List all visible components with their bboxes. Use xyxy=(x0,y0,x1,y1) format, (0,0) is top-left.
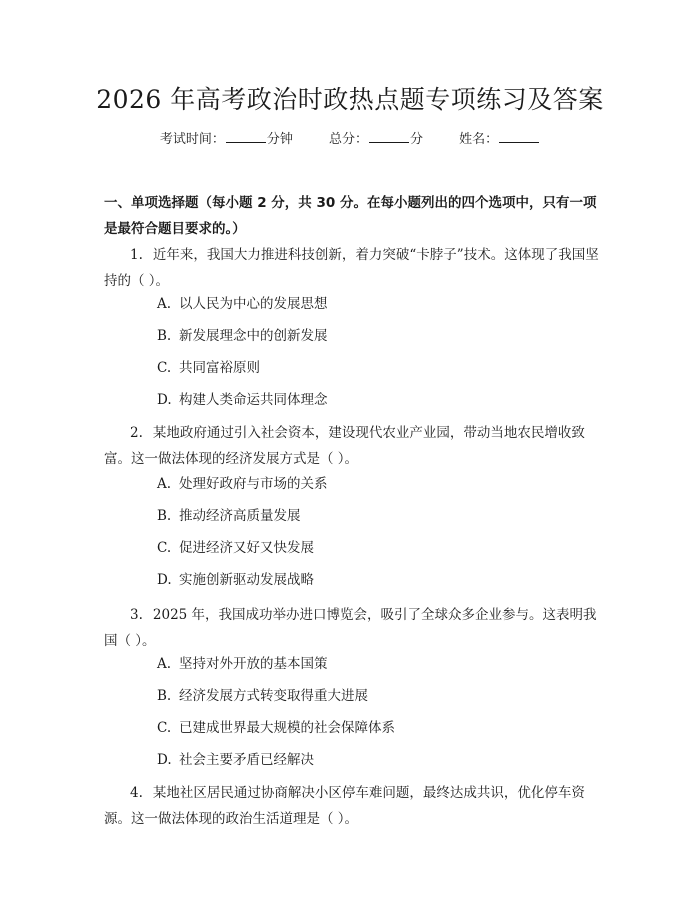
option-letter: B. xyxy=(157,688,172,704)
score-blank xyxy=(369,130,409,143)
document-title: 2026 年高考政治时政热点题专项练习及答案 xyxy=(96,85,604,114)
option-letter: D. xyxy=(157,752,172,768)
option-letter: A. xyxy=(157,656,172,672)
question-stem: 2025 年，我国成功举办进口博览会，吸引了全球众多企业参与。这表明我国（ ）。 xyxy=(104,607,597,649)
option-letter: B. xyxy=(157,328,172,344)
option-letter: B. xyxy=(157,508,172,524)
q3-option-b xyxy=(157,686,368,706)
q3-option-c xyxy=(157,718,395,738)
option-text: 推动经济高质量发展 xyxy=(179,508,301,524)
q2-option-d xyxy=(157,570,314,590)
question-stem: 某地政府通过引入社会资本，建设现代农业产业园，带动当地农民增收致富。这一做法体现的经济发展方式是（ ）。 xyxy=(104,425,585,467)
question-4 xyxy=(104,780,604,832)
option-text: 促进经济又好又快发展 xyxy=(179,540,314,556)
q1-option-a xyxy=(157,294,328,314)
option-letter: A. xyxy=(157,296,172,312)
total-score xyxy=(329,130,423,150)
option-text: 实施创新驱动发展战略 xyxy=(179,572,314,588)
q3-option-d xyxy=(157,750,314,770)
option-text: 已建成世界最大规模的社会保障体系 xyxy=(179,720,395,736)
option-letter: D. xyxy=(157,392,172,408)
q2-option-c xyxy=(157,538,314,558)
question-stem: 某地社区居民通过协商解决小区停车难问题，最终达成共识，优化停车资源。这一做法体现的政治生活道理是（ ）。 xyxy=(104,785,585,827)
question-3 xyxy=(104,602,604,654)
option-text: 处理好政府与市场的关系 xyxy=(179,476,328,492)
q3-option-a xyxy=(157,654,328,674)
option-text: 经济发展方式转变取得重大进展 xyxy=(179,688,368,704)
time-label: 考试时间： xyxy=(159,132,225,147)
time-blank xyxy=(226,130,266,143)
q1-option-d xyxy=(157,390,328,410)
name-label: 姓名： xyxy=(459,132,499,147)
q2-option-a xyxy=(157,474,328,494)
option-letter: C. xyxy=(157,360,172,376)
section-heading: 一、单项选择题（每小题 2 分，共 30 分。在每小题列出的四个选项中，只有一项是最符合题目要求的。） xyxy=(104,195,597,237)
question-number: 1. xyxy=(130,247,143,263)
name-blank xyxy=(499,130,539,143)
score-unit: 分 xyxy=(410,132,424,147)
question-2 xyxy=(104,420,604,472)
question-1 xyxy=(104,242,604,294)
q2-option-b xyxy=(157,506,301,526)
question-number: 4. xyxy=(130,785,143,801)
option-letter: D. xyxy=(157,572,172,588)
exam-time xyxy=(160,130,293,150)
option-text: 以人民为中心的发展思想 xyxy=(179,296,328,312)
question-number: 2. xyxy=(130,425,143,441)
q1-option-b xyxy=(157,326,328,346)
option-letter: C. xyxy=(157,540,172,556)
option-text: 坚持对外开放的基本国策 xyxy=(179,656,328,672)
q1-option-c xyxy=(157,358,260,378)
student-name xyxy=(459,130,540,150)
option-text: 共同富裕原则 xyxy=(179,360,260,376)
question-stem: 近年来，我国大力推进科技创新，着力突破“卡脖子”技术。这体现了我国坚持的（ ）。 xyxy=(104,247,599,289)
exam-meta xyxy=(0,130,700,150)
option-text: 构建人类命运共同体理念 xyxy=(179,392,328,408)
option-text: 新发展理念中的创新发展 xyxy=(179,328,328,344)
option-text: 社会主要矛盾已经解决 xyxy=(179,752,314,768)
time-unit: 分钟 xyxy=(266,132,293,147)
option-letter: C. xyxy=(157,720,172,736)
option-letter: A. xyxy=(157,476,172,492)
score-label: 总分： xyxy=(328,132,368,147)
question-number: 3. xyxy=(130,607,143,623)
